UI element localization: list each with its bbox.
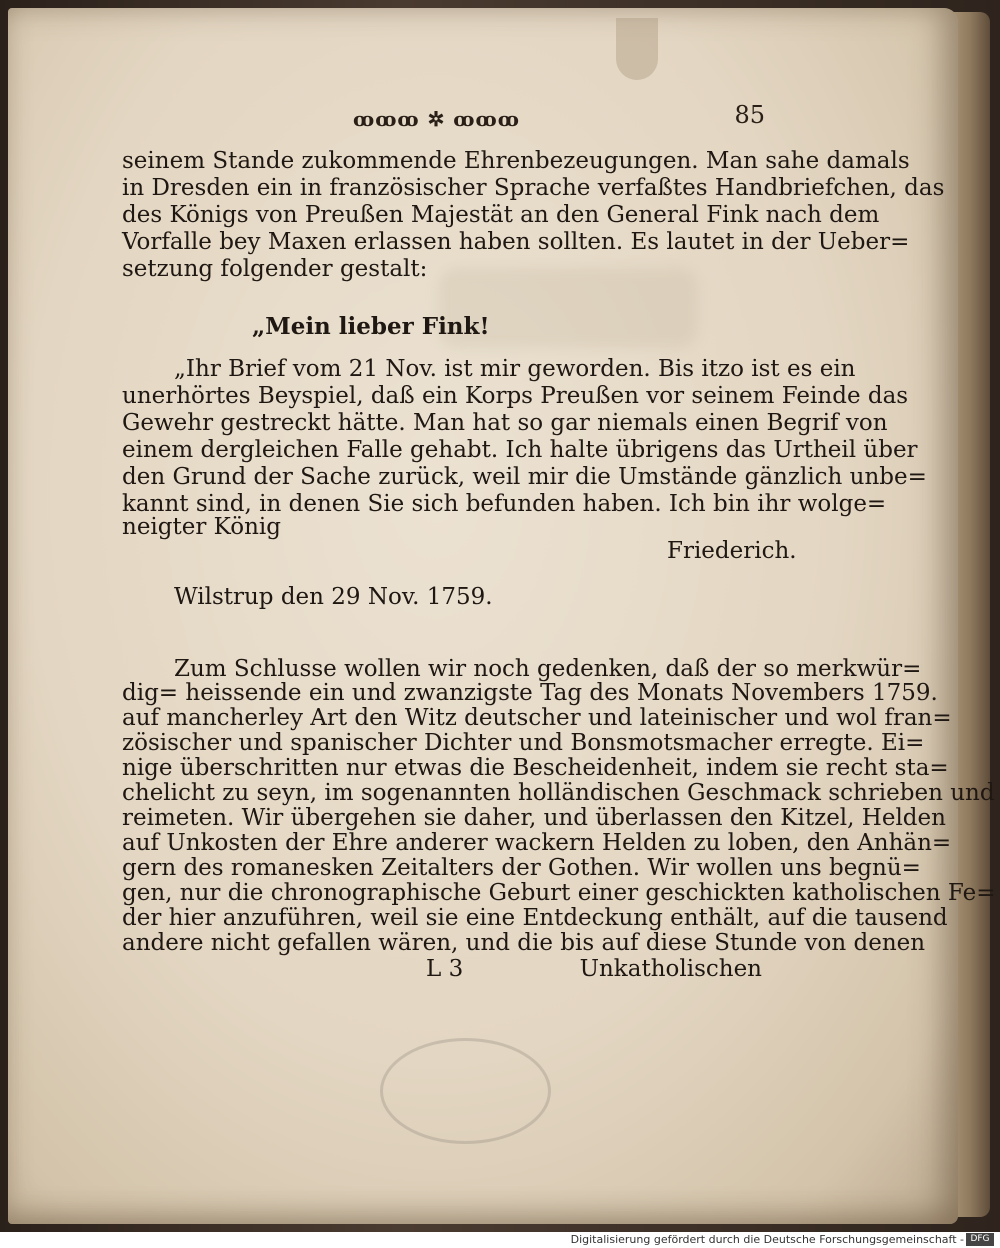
letter-line: neigter König <box>122 514 281 540</box>
text-line: andere nicht gefallen wären, und die bis auf diese Stunde von denen <box>122 930 926 956</box>
page-number: 85 <box>734 101 765 129</box>
dfg-logo-icon: DFG <box>966 1233 994 1246</box>
letter-line: kannt sind, in denen Sie sich befunden haben. Ich bin ihr wolge= <box>122 491 887 517</box>
library-stamp <box>380 1038 551 1144</box>
text-line: gern des romanesken Zeitalters der Gothen. Wir wollen uns begnü= <box>122 855 921 881</box>
digitization-footer <box>0 1232 1000 1248</box>
text-line: seinem Stande zukommende Ehrenbezeugungen. Man sahe damals <box>122 148 910 174</box>
text-line: gen, nur die chronographische Geburt einer geschickten katholischen Fe= <box>122 880 996 906</box>
text-line: Vorfalle bey Maxen erlassen haben sollten. Es lautet in der Ueber= <box>122 229 910 255</box>
digitization-credit: Digitalisierung gefördert durch die Deutsche Forschungsgemeinschaft - <box>570 1233 964 1246</box>
text-line: nige überschritten nur etwas die Bescheidenheit, indem sie recht sta= <box>122 755 949 781</box>
text-line: zösischer und spanischer Dichter und Bonsmotsmacher erregte. Ei= <box>122 730 925 756</box>
text-line: der hier anzuführen, weil sie eine Entdeckung enthält, auf die tausend <box>122 905 948 931</box>
clip-mark <box>616 18 658 80</box>
letter-line: unerhörtes Beyspiel, daß ein Korps Preußen vor seinem Feinde das <box>122 383 909 409</box>
text-line: in Dresden ein in französischer Sprache verfaßtes Handbriefchen, das <box>122 175 945 201</box>
letter-dateline: Wilstrup den 29 Nov. 1759. <box>174 584 493 610</box>
text-line: reimeten. Wir übergehen sie daher, und überlassen den Kitzel, Helden <box>122 805 946 831</box>
letter-salutation: „Mein lieber Fink! <box>252 313 490 340</box>
header-ornament: ꝏꝏꝏ ✲ ꝏꝏꝏ <box>353 107 520 131</box>
text-line: des Königs von Preußen Majestät an den General Fink nach dem <box>122 202 880 228</box>
text-line: chelicht zu seyn, im sogenannten holländischen Geschmack schrieben und <box>122 780 995 806</box>
letter-line: den Grund der Sache zurück, weil mir die Umstände gänzlich unbe= <box>122 464 927 490</box>
signature-mark: L 3 <box>426 956 464 982</box>
letter-line: einem dergleichen Falle gehabt. Ich halte übrigens das Urtheil über <box>122 437 918 463</box>
text-line: dig= heissende ein und zwanzigste Tag des Monats Novembers 1759. <box>122 680 938 706</box>
catchword: Unkatholischen <box>579 956 762 982</box>
text-line: setzung folgender gestalt: <box>122 256 428 282</box>
text-line: auf Unkosten der Ehre anderer wackern Helden zu loben, den Anhän= <box>122 830 952 856</box>
letter-line: „Ihr Brief vom 21 Nov. ist mir geworden. Bis itzo ist es ein <box>174 356 856 382</box>
text-line: auf mancherley Art den Witz deutscher und lateinischer und wol fran= <box>122 705 952 731</box>
text-line: Zum Schlusse wollen wir noch gedenken, daß der so merkwür= <box>174 656 922 682</box>
letter-line: Gewehr gestreckt hätte. Man hat so gar niemals einen Begrif von <box>122 410 888 436</box>
letter-signature: Friederich. <box>667 538 797 564</box>
running-header <box>345 101 765 137</box>
